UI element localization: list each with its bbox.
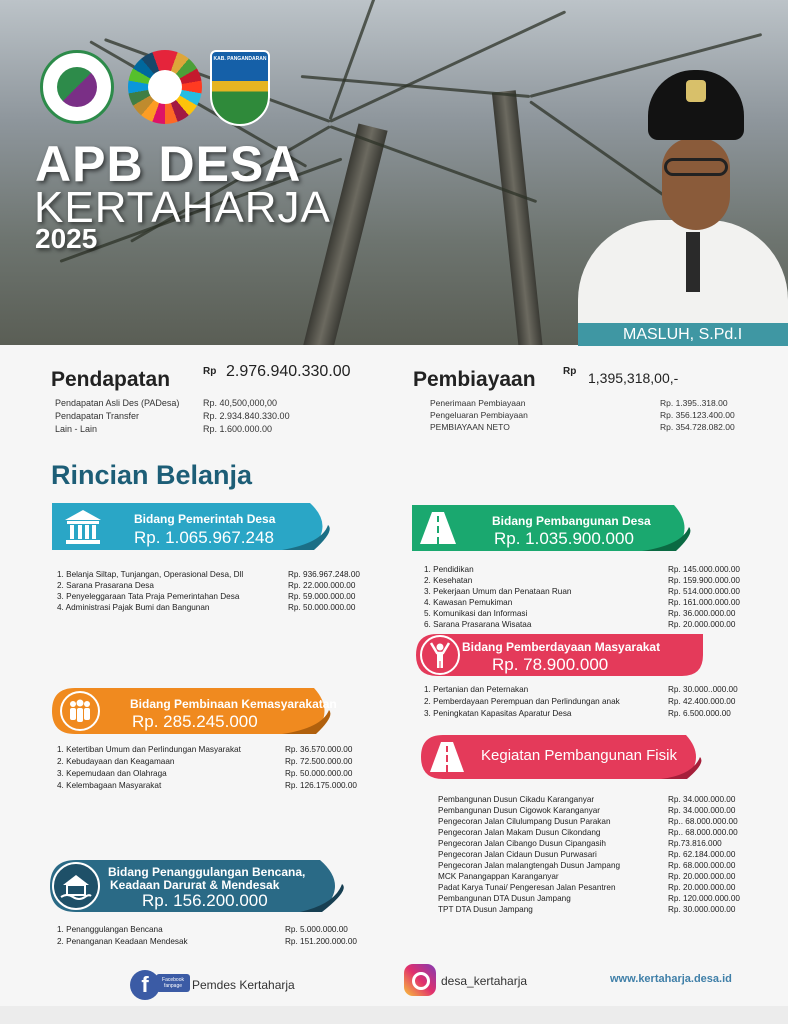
facebook-fanpage-tag: Facebook fanpage [156,974,190,992]
belanja-item-label: 4. Administrasi Pajak Bumi dan Bangunan [57,603,210,612]
fisik-item-label: Pengecoran Jalan Makam Dusun Cikondang [438,828,601,837]
belanja-item-amount: Rp. 36.570.000.00 [285,745,353,754]
belanja-item-amount: Rp. 6.500.000.00 [668,709,731,718]
fisik-item-label: MCK Panangappan Karanganyar [438,872,559,881]
pembiayaan-item-label: Pengeluaran Pembiayaan [430,410,528,420]
section-amount: Rp. 1.065.967.248 [134,528,274,547]
kab-pangandaran-logo: KAB. PANGANDARAN [210,50,270,126]
pembiayaan-item-amount: Rp. 356.123.400.00 [660,410,735,420]
pendapatan-item-label: Lain - Lain [55,424,98,434]
budget-year: 2025 [35,223,98,254]
belanja-item-label: 1. Penanggulangan Bencana [57,925,163,934]
belanja-item-label: 2. Sarana Prasarana Desa [57,581,154,590]
belanja-item-label: 2. Kebudayaan dan Keagamaan [57,757,175,766]
building-icon [58,506,108,548]
fisik-item-amount: Rp.. 68.000.000.00 [668,817,738,826]
belanja-item-amount: Rp. 22.000.000.00 [288,581,356,590]
pendapatan-item-label: Pendapatan Asli Des (PADesa) [55,398,180,408]
belanja-item-amount: Rp. 59.000.000.00 [288,592,356,601]
belanja-item-amount: Rp. 145.000.000.00 [668,565,740,574]
pendapatan-item-label: Pendapatan Transfer [55,411,140,421]
belanja-item-label: 1. Pendidikan [424,565,474,574]
belanja-item-label: 1. Belanja Siltap, Tunjangan, Operasional Desa, Dll [57,570,244,579]
fisik-item-amount: Rp.. 68.000.000.00 [668,828,738,837]
person-raising-arms-icon [420,635,460,675]
palm-trunk [300,124,387,345]
belanja-item-amount: Rp. 20.000.000.00 [668,620,736,629]
pembiayaan-title: Pembiayaan [413,368,536,391]
section-title: Bidang Pemberdayaan Masyarakat [462,640,661,654]
palm-trunk [492,90,544,345]
page-title: APB DESA [35,136,302,192]
fisik-item-amount: Rp. 20.000.000.00 [668,872,736,881]
belanja-item-amount: Rp. 50.000.000.00 [288,603,356,612]
belanja-item-label: 4. Kelembagaan Masyarakat [57,781,162,790]
section-title: Bidang Pembinaan Kemasyarakatan [130,697,337,711]
fisik-item-label: Pembangunan Dusun Cikadu Karanganyar [438,795,595,804]
belanja-item-amount: Rp. 936.967.248.00 [288,570,360,579]
belanja-item-label: 3. Peningkatan Kapasitas Aparatur Desa [424,709,572,718]
pendapatan-title: Pendapatan [51,368,171,391]
belanja-item-amount: Rp. 5.000.000.00 [285,925,348,934]
section-title: Bidang Pemerintah Desa [134,512,276,526]
belanja-item-amount: Rp. 161.000.000.00 [668,598,740,607]
official-name: MASLUH, S.Pd.I [578,323,788,346]
pembiayaan-item-label: PEMBIAYAAN NETO [430,422,510,432]
banner-pembangunan-fisik [421,735,706,779]
section-amount: Rp. 1.035.900.000 [494,529,634,548]
belanja-item-label: 3. Kepemudaan dan Olahraga [57,769,167,778]
sdgs-desa-logo [128,50,202,124]
belanja-item-amount: Rp. 72.500.000.00 [285,757,353,766]
belanja-item-amount: Rp. 30.000..000.00 [668,685,738,694]
disaster-shelter-icon [52,862,100,910]
belanja-item-label: 6. Sarana Prasarana Wisataa [424,620,532,629]
belanja-item-label: 3. Penyeleggaraan Tata Praja Pemerintahan Desa [57,592,240,601]
pendapatan-item-amount: Rp. 1.600.000.00 [203,424,273,434]
facebook-link[interactable]: Pemdes Kertaharja [192,978,295,992]
banner-pembangunan-desa [412,505,695,551]
fisik-item-label: Pengecoran Jalan Cidaun Dusun Purwasari [438,850,597,859]
palm-frond [329,0,400,120]
belanja-item-label: 2. Kesehatan [424,576,473,585]
belanja-item-amount: Rp. 36.000.000.00 [668,609,736,618]
pendapatan-total: 2.976.940.330.00 [226,363,351,380]
instagram-icon[interactable] [404,964,436,996]
rincian-belanja-title: Rincian Belanja [51,460,253,490]
belanja-item-amount: Rp. 151.200.000.00 [285,937,357,946]
belanja-item-label: 2. Pemberdayaan Perempuan dan Perlindungan anak [424,697,620,706]
pembiayaan-item-amount: Rp. 1.395..318.00 [660,398,728,408]
hero-banner [0,0,788,345]
fisik-item-amount: Rp. 120.000.000.00 [668,894,740,903]
pendapatan-item-amount: Rp. 2.934.840.330.00 [203,411,290,421]
belanja-item-label: 5. Komunikasi dan Informasi [424,609,528,618]
pembiayaan-item-amount: Rp. 354.728.082.00 [660,422,735,432]
website-link[interactable]: www.kertaharja.desa.id [610,973,732,985]
road-icon [425,737,469,777]
belanja-item-amount: Rp. 42.400.000.00 [668,697,736,706]
belanja-item-amount: Rp. 514.000.000.00 [668,587,740,596]
fisik-item-amount: Rp.73.816.000 [668,839,722,848]
fisik-item-amount: Rp. 68.000.000.00 [668,861,736,870]
village-name: KERTAHARJA [34,183,331,232]
section-amount: Rp. 78.900.000 [492,655,609,674]
fisik-item-label: Pengecoran Jalan malangtengah Dusun Jampang [438,861,621,870]
fisik-item-label: TPT DTA Dusun Jampang [438,905,533,914]
fisik-item-label: Pembangunan DTA Dusun Jampang [438,894,571,903]
section-title: Bidang Pembangunan Desa [492,514,651,528]
pembiayaan-total: 1,395,318,00,- [588,370,679,386]
pembiayaan-item-label: Penerimaan Pembiayaan [430,398,526,408]
belanja-item-amount: Rp. 126.175.000.00 [285,781,357,790]
section-amount: Rp. 156.200.000 [142,891,268,910]
belanja-item-label: 1. Pertanian dan Peternakan [424,685,529,694]
people-group-icon [60,691,100,731]
section-title: Kegiatan Pembangunan Fisik [481,747,677,764]
section-title: Bidang Penanggulangan Bencana, [108,865,306,879]
fisik-item-amount: Rp. 34.000.000.00 [668,806,736,815]
fisik-item-amount: Rp. 62.184.000.00 [668,850,736,859]
facebook-icon[interactable]: f [130,970,160,1000]
banner-pembinaan-kemasyarakatan [52,688,335,734]
fisik-item-amount: Rp. 20.000.000.00 [668,883,736,892]
pembiayaan-rp-label: Rp [563,366,577,377]
belanja-item-label: 1. Ketertiban Umum dan Perlindungan Masyarakat [57,745,241,754]
section-subtitle: Keadaan Darurat & Mendesak [110,878,280,892]
pendapatan-rp-label: Rp [203,366,217,377]
kemendes-logo [40,50,114,124]
belanja-item-label: 3. Pekerjaan Umum dan Penataan Ruan [424,587,572,596]
belanja-item-amount: Rp. 50.000.000.00 [285,769,353,778]
banner-pemberdayaan-masyarakat [416,634,703,676]
fisik-item-label: Pengecoran Jalan Cibango Dusun Cipangasih [438,839,606,848]
belanja-item-label: 4. Kawasan Pemukiman [424,598,513,607]
road-icon [416,507,460,549]
fisik-item-amount: Rp. 30.000.000.00 [668,905,736,914]
section-amount: Rp. 285.245.000 [132,712,258,731]
fisik-item-amount: Rp. 34.000.000.00 [668,795,736,804]
fisik-item-label: Pengecoran Jalan Cilulumpang Dusun Parakan [438,817,611,826]
fisik-item-label: Pembangunan Dusun Cigowok Karanganyar [438,806,601,815]
banner-penanggulangan-bencana [50,860,350,912]
instagram-link[interactable]: desa_kertaharja [441,974,528,988]
fisik-item-label: Padat Karya Tunai/ Pengeresan Jalan Pesantren [438,883,616,892]
palm-frond [301,75,530,98]
pendapatan-item-amount: Rp. 40,500,000,00 [203,398,278,408]
belanja-item-label: 2. Penanganan Keadaan Mendesak [57,937,188,946]
official-portrait [578,70,788,325]
belanja-item-amount: Rp. 159.900.000.00 [668,576,740,585]
banner-pemerintah-desa [52,503,335,550]
bottom-bar [0,1006,788,1024]
